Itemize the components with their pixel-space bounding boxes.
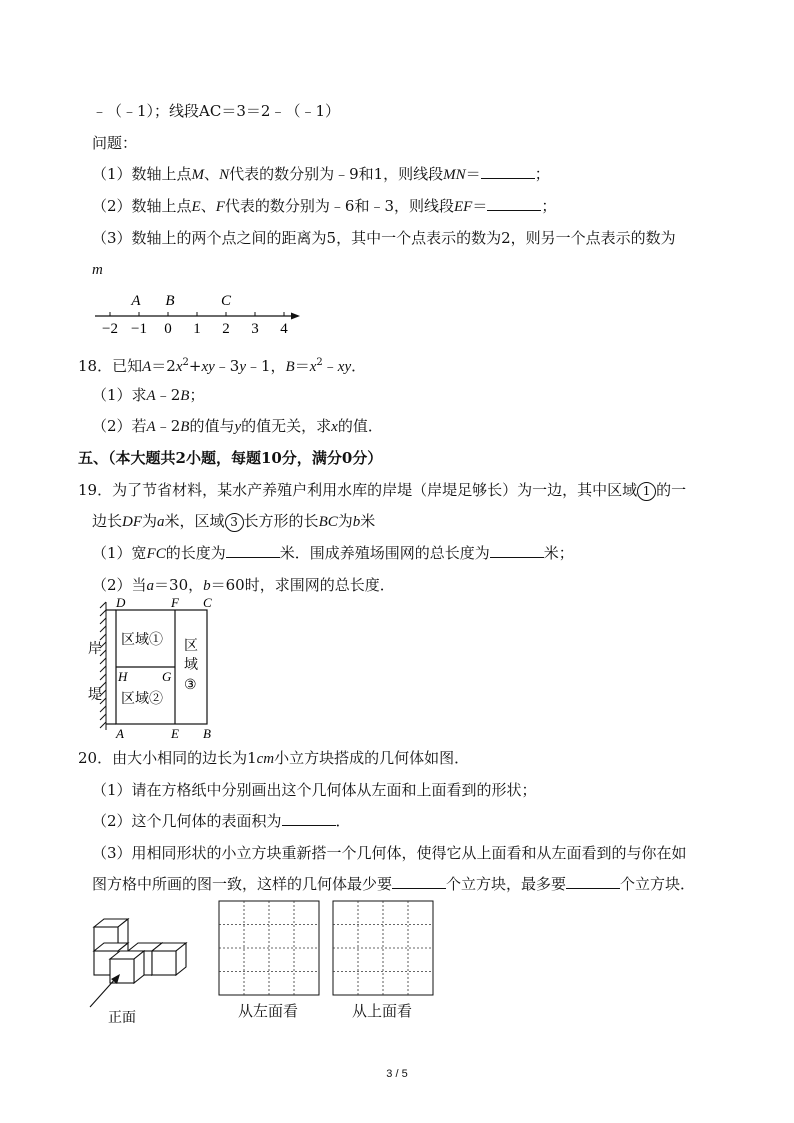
p18-q1: （1）求A﹣2B； [92, 386, 205, 404]
svg-text:D: D [116, 595, 126, 610]
region-3-char: ③ [184, 678, 197, 693]
front-label: 正面 [108, 1011, 136, 1026]
grid-top-caption: 从上面看 [352, 1002, 413, 1020]
tick-label: 0 [164, 321, 172, 337]
svg-text:H: H [118, 669, 128, 684]
p17-q2: （2）数轴上点E、F代表的数分别为﹣6和﹣3，则线段EF＝ ； [92, 197, 557, 215]
svg-text:E: E [171, 726, 179, 740]
point-label-B: B [165, 293, 175, 309]
p17-q1: （1）数轴上点M、N代表的数分别为﹣9和1，则线段MN＝ ； [92, 165, 550, 183]
answer-blank[interactable] [226, 543, 280, 558]
grid-left-caption: 从左面看 [238, 1002, 299, 1020]
svg-text:B: B [203, 726, 211, 740]
p19-q2: （2）当a＝30，b＝60时，求围网的总长度． [92, 576, 395, 594]
p18-stem: 18．已知$A=2x^2+xy﹣3y﹣1$，$B=x^2﹣xy$． [78, 357, 367, 375]
arrow-icon [291, 313, 300, 320]
number-line [90, 288, 305, 338]
region-3-char: 域 [184, 658, 198, 673]
cube-figure [82, 905, 192, 1045]
circled-number: 3 [225, 513, 244, 532]
p19-stem-1: 19．为了节省材料，某水产养殖户利用水库的岸堤（岸堤足够长）为一边，其中区域 1 的一 [78, 481, 687, 499]
p20-q3-1: （3）用相同形状的小立方块重新搭一个几何体，使得它从上面看和从左面看到的与你在如 [92, 844, 687, 862]
answer-blank[interactable] [392, 874, 446, 889]
bank-label: 堤 [88, 688, 102, 703]
region-1-label: 区域① [121, 633, 163, 648]
front-arrow [90, 978, 116, 1007]
tick-label: −1 [131, 321, 147, 337]
region-2-label: 区域② [121, 692, 163, 707]
answer-blank[interactable] [282, 811, 336, 826]
tick-label: 1 [193, 321, 201, 337]
tick-label: 2 [222, 321, 230, 337]
svg-text:F: F [171, 595, 179, 610]
p20-q1: （1）请在方格纸中分别画出这个几何体从左面和上面看到的形状； [92, 781, 537, 799]
answer-blank[interactable] [566, 874, 620, 889]
tick-label: 4 [280, 321, 288, 337]
point-label-C: C [220, 293, 232, 309]
p20-q3-2: 图方格中所画的图一致，这样的几何体最少要 个立方块，最多要 个立方块． [92, 875, 696, 893]
p19-q1: （1）宽FC的长度为 米．围成养殖场围网的总长度为 米； [92, 544, 574, 562]
p19-stem-2: 边长DF为a米，区域 3 长方形的长BC为b米 [92, 512, 376, 530]
bank-label: 岸 [88, 642, 102, 657]
p20-stem: 20．由大小相同的边长为1cm小立方块搭成的几何体如图． [78, 749, 470, 767]
grid-top-view[interactable] [332, 900, 434, 996]
page-number: 3 / 5 [386, 1068, 408, 1080]
region-3-char: 区 [184, 639, 198, 654]
svg-text:G: G [162, 669, 172, 684]
fish-farm-figure [88, 592, 223, 740]
cube [152, 943, 186, 975]
p17-q3: （3）数轴上的两个点之间的距离为5，其中一个点表示的数为2，则另一个点表示的数为 [92, 229, 676, 247]
tick-label: 3 [251, 321, 259, 337]
section-heading: 五、（本大题共2小题，每题10分，满分0分） [78, 449, 383, 467]
svg-text:C: C [203, 595, 212, 610]
circled-number: 1 [637, 482, 656, 501]
p18-q2: （2）若A﹣2B的值与y的值无关，求x的值． [92, 417, 383, 435]
p17-q3-var: m [92, 262, 103, 278]
point-label-A: A [131, 293, 141, 309]
answer-blank[interactable] [487, 196, 541, 211]
tick-label: −2 [102, 321, 118, 337]
grid-left-view[interactable] [218, 900, 320, 996]
p20-q2: （2）这个几何体的表面积为 ． [92, 812, 351, 830]
answer-blank[interactable] [481, 164, 535, 179]
continuation-line: ﹣（﹣1）；线段AC＝3＝2﹣（﹣1） [92, 102, 340, 120]
svg-text:A: A [116, 726, 124, 740]
question-heading: 问题： [92, 134, 138, 152]
bank-hatching [100, 602, 106, 730]
answer-blank[interactable] [490, 543, 544, 558]
